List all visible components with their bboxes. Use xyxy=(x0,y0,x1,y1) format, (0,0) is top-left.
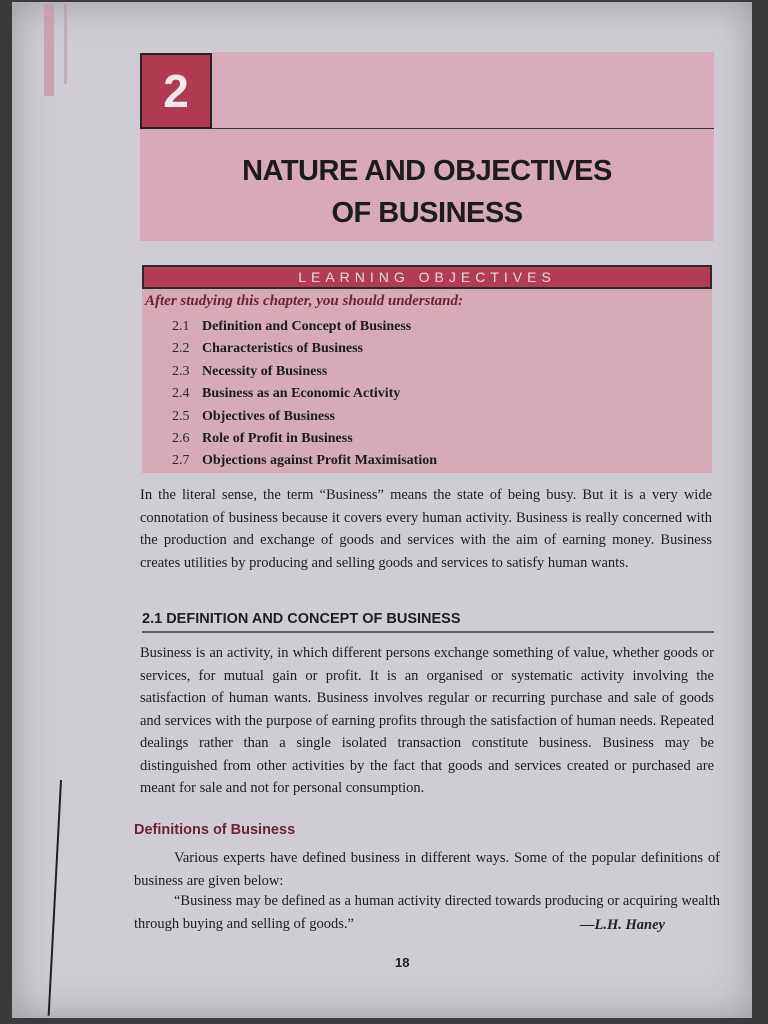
list-item: 2.1 Definition and Concept of Business xyxy=(172,319,412,334)
definition-quote: “Business may be defined as a human activity directed towards producing or acquiring wealth through buying and selling of goods.” xyxy=(134,893,720,932)
learning-objectives-header xyxy=(142,265,712,289)
page-edge-mark xyxy=(44,4,54,96)
chapter-title-line2: OF BUSINESS xyxy=(331,197,523,229)
intro-paragraph: In the literal sense, the term “Business” means the state of being busy. But it is a very wide connotation of business because it covers every human activity. Business is really concerned with the production and exchange of goods and services with the aim of earning money. Business creates utilities by producing and selling goods and services to satisfy human wants. xyxy=(140,487,712,571)
chapter-number: 2 xyxy=(163,65,189,117)
list-item: 2.4 Business as an Economic Activity xyxy=(172,386,401,402)
section-title: DEFINITION AND CONCEPT OF BUSINESS xyxy=(166,611,461,627)
section-number: 2.1 xyxy=(142,611,163,627)
section-heading xyxy=(142,611,714,633)
page-number: 18 xyxy=(395,955,410,970)
quote-attribution: —L.H. Haney xyxy=(580,917,665,933)
chapter-header-band-top xyxy=(212,52,714,130)
list-item: 2.6 Role of Profit in Business xyxy=(172,431,353,447)
learning-objectives-list xyxy=(172,316,437,473)
list-item: 2.2 Characteristics of Business xyxy=(172,341,363,357)
list-item: 2.5 Objectives of Business xyxy=(172,408,335,424)
learning-objectives-intro: After studying this chapter, you should understand: xyxy=(145,293,463,309)
chapter-title xyxy=(140,150,714,234)
chapter-title-line1: NATURE AND OBJECTIVES xyxy=(242,155,612,187)
definitions-intro: Various experts have defined business in different ways. Some of the popular definitions of business are given below: xyxy=(134,850,720,889)
list-item: 2.7 Objections against Profit Maximisation xyxy=(172,453,438,469)
section-paragraph: Business is an activity, in which different persons exchange something of value, whether goods or services, for mutual gain or profit. It is an organised or systematic activity involving the satisfaction of human wants. Business involves regular or recurring purchase and sale of goods and services with the purpose of earning profits through the satisfaction of human needs. Repeated dealings rather than a single isolated transaction constitute business. Business may be distinguished from other activities by the fact that goods and services created or purchased are meant for sale and not for personal consumption. xyxy=(140,645,714,796)
learning-objectives-header-text: LEARNING OBJECTIVES xyxy=(298,269,556,285)
page-edge-mark-secondary xyxy=(64,4,67,84)
definitions-heading: Definitions of Business xyxy=(134,822,296,838)
chapter-number-box xyxy=(140,53,212,129)
list-item: 2.3 Necessity of Business xyxy=(172,363,328,379)
